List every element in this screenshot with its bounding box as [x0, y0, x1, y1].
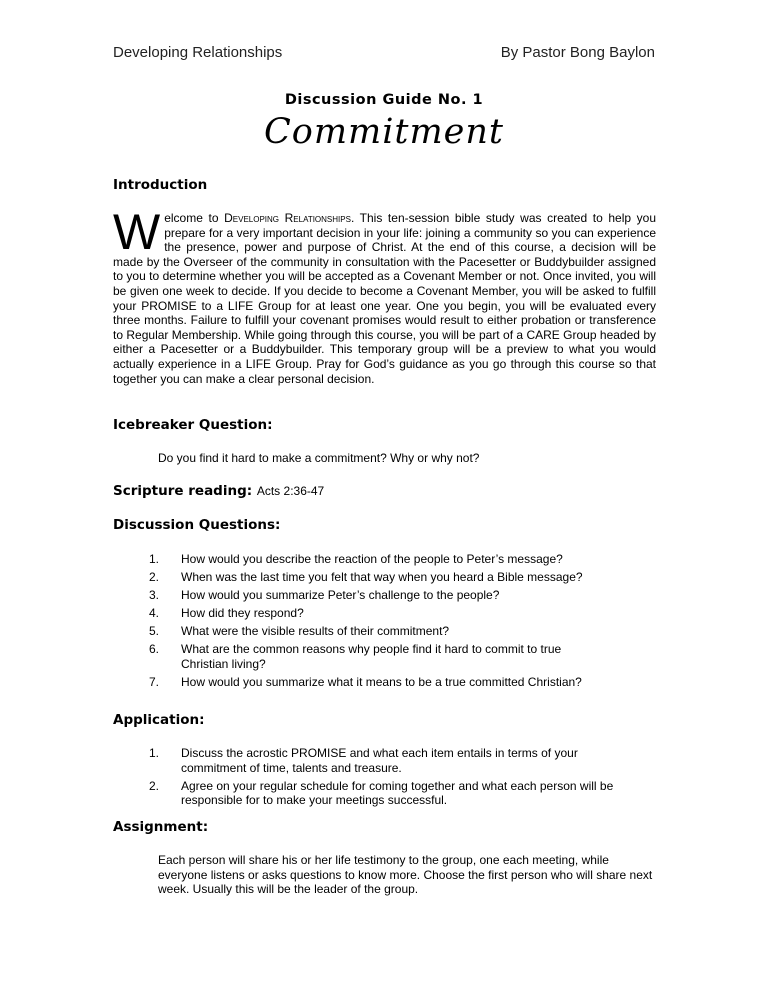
- list-item: [113, 570, 656, 585]
- assignment-text: Each person will share his or her life testimony to the group, one each meeting, while everyone listens or asks questions to know more. Choose the first person who will share next week. Usually this will be the leader of the group.: [158, 853, 653, 897]
- scripture-heading: [113, 483, 324, 499]
- application-list: [113, 746, 656, 811]
- list-item: [113, 624, 656, 639]
- item-text: What were the visible results of their commitment?: [181, 624, 450, 639]
- item-number: 3.: [148, 588, 159, 603]
- discussion-heading: Discussion Questions:: [113, 517, 281, 533]
- item-number: 1.: [148, 552, 159, 566]
- item-text: Agree on your regular schedule for coming together and what each person will be responsible for to make your meetings successful.: [181, 778, 614, 808]
- item-text: How would you summarize what it means to be a true committed Christian?: [181, 675, 582, 690]
- introduction-paragraph: [113, 204, 656, 386]
- list-item: [113, 746, 656, 775]
- item-number: 4.: [148, 606, 159, 621]
- item-number: 7.: [148, 675, 159, 690]
- icebreaker-heading: Icebreaker Question:: [113, 417, 273, 433]
- item-number: 1.: [148, 746, 159, 760]
- item-number: 2.: [148, 570, 159, 585]
- item-text: How would you summarize Peter’s challenge to the people?: [181, 588, 500, 603]
- intro-lead-smallcaps: Developing Relationships: [224, 211, 351, 225]
- item-text: How did they respond?: [181, 606, 304, 621]
- list-item: [113, 552, 656, 567]
- assignment-heading: Assignment:: [113, 819, 209, 835]
- item-number: 2.: [148, 778, 159, 793]
- list-item: [113, 642, 656, 671]
- intro-lead: elcome to: [164, 211, 225, 225]
- item-text: What are the common reasons why people find it hard to commit to true Christian living?: [181, 642, 562, 672]
- list-item: [113, 675, 656, 690]
- item-text: Discuss the acrostic PROMISE and what each item entails in terms of your commitment of time, talents and treasure.: [181, 746, 578, 775]
- list-item: [113, 588, 656, 603]
- item-number: 6.: [148, 642, 159, 657]
- introduction-heading: Introduction: [113, 177, 208, 193]
- guide-number: Discussion Guide No. 1: [284, 92, 484, 108]
- item-text: When was the last time you felt that way when you heard a Bible message?: [181, 570, 583, 585]
- item-number: 5.: [148, 624, 159, 639]
- icebreaker-question: Do you find it hard to make a commitment? Why or why not?: [158, 451, 480, 465]
- scripture-label: Scripture reading:: [113, 483, 253, 499]
- header-left: Developing Relationships: [113, 44, 283, 61]
- application-heading: Application:: [113, 712, 205, 728]
- header-right: By Pastor Bong Baylon: [500, 44, 655, 61]
- list-item: [113, 779, 656, 808]
- page-title: Commitment: [264, 112, 504, 152]
- item-text: How would you describe the reaction of the people to Peter’s message?: [181, 552, 563, 566]
- scripture-reference: Acts 2:36-47: [256, 484, 325, 498]
- list-item: [113, 606, 656, 621]
- intro-text: . This ten-session bible study was created to help you prepare for a very important decision in your life: joining a community so you can experience the presence, power and purpose of Christ. At the end of this course, a decision will be made by the Overseer of the community in consultation with the Pacesetter or Buddybuilder assigned to you to determine whether you will be accepted as a Covenant Member or not. Once invited, you will be given one week to decide. If you decide to become a Covenant Member, you will be asked to fulfill your PROMISE to a LIFE Group for at least one year. One you begin, you will be evaluated every three months. Failure to fulfill your covenant promises would result to either probation or transference to Regular Membership. While going through this course, you will be part of a CARE Group headed by either a Pacesetter or a Buddybuilder. This temporary group will be a preview to what you would actually experience in a LIFE Group. Pray for God’s guidance as you go through this course so that together you can make a clear personal decision.: [113, 211, 656, 386]
- drop-cap: W: [113, 204, 161, 260]
- discussion-list: [113, 552, 656, 693]
